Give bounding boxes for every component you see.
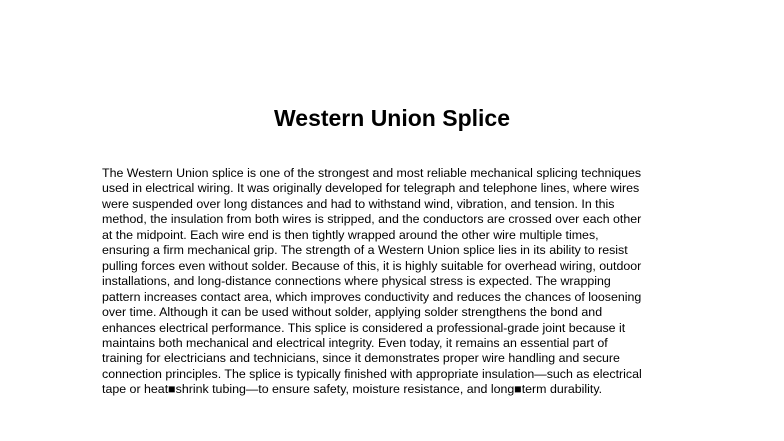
page-title: Western Union Splice — [273, 105, 510, 131]
paragraph-line: maintains both mechanical and electrical integrity. Even today, it remains an essential part of — [102, 335, 608, 350]
paragraph-line: over time. Although it can be used without solder, applying solder strengthens the bond and — [102, 305, 603, 320]
paragraph-line: pattern increases contact area, which improves conductivity and reduces the chances of loosening — [102, 289, 642, 304]
paragraph-line: ensuring a firm mechanical grip. The strength of a Western Union splice lies in its ability to resist — [102, 243, 628, 258]
paragraph-line: were suspended over long distances and had to withstand wind, vibration, and tension. In this — [102, 196, 615, 211]
paragraph-line: The Western Union splice is one of the strongest and most reliable mechanical splicing techniques — [102, 166, 642, 180]
paragraph-line: installations, and long-distance connections where physical stress is expected. The wrapping — [102, 274, 611, 289]
paragraph-line: pulling forces even without solder. Because of this, it is highly suitable for overhead wiring, outdoor — [102, 258, 642, 273]
paragraph-line: training for electricians and technicians, since it demonstrates proper wire handling and secure — [102, 351, 620, 366]
paragraph-line: at the midpoint. Each wire end is then tightly wrapped around the other wire multiple times, — [102, 227, 599, 242]
body-paragraph — [102, 166, 682, 398]
paragraph-line: method, the insulation from both wires is stripped, and the conductors are crossed over each other — [102, 212, 642, 227]
paragraph-line: used in electrical wiring. It was originally developed for telegraph and telephone lines, where wires — [102, 181, 640, 196]
paragraph-line: enhances electrical performance. This splice is considered a professional-grade joint because it — [102, 320, 626, 335]
paragraph-line: connection principles. The splice is typically finished with appropriate insulation—such as electrical — [102, 366, 642, 381]
paragraph-line: tape or heat■shrink tubing—to ensure safety, moisture resistance, and long■term durability. — [102, 382, 603, 397]
